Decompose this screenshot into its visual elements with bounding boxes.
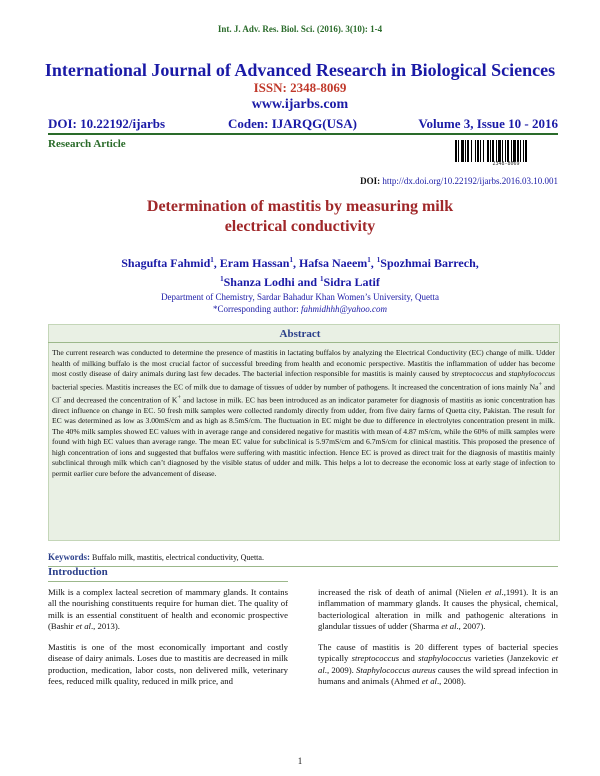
journal-website-link[interactable]: www.ijarbs.com	[251, 97, 349, 112]
author: Shagufta Fahmid$^1$,	[121, 256, 220, 270]
author: Hafsa Naeem$^1$,	[298, 256, 377, 270]
introduction-rule	[48, 581, 288, 582]
doi-label: DOI:	[360, 176, 381, 186]
barcode-number: 2348-8069	[492, 161, 520, 167]
journal-coden: Coden: IJARQG(USA)	[228, 116, 357, 131]
paper-title-line: electrical conductivity	[224, 218, 376, 235]
author: $^1$Sidra Latif	[320, 275, 380, 289]
header-rule	[48, 133, 558, 135]
keywords-text: Buffalo milk, mastitis, electrical conductivity, Quetta.	[90, 553, 264, 562]
corresponding-email[interactable]: fahmidhhh@yahoo.com	[300, 304, 388, 314]
abstract-rule	[48, 342, 558, 343]
issn: ISSN: 2348-8069	[253, 80, 347, 95]
volume-issue: Volume 3, Issue 10 - 2016	[418, 116, 558, 131]
corresponding-label: *Corresponding author:	[212, 304, 299, 314]
keywords	[48, 552, 558, 562]
paragraph: increased the risk of death of animal (Nielen et al.,1991). It is an inflammation of mammary glands. It causes the physical, chemical, bacteriological alteration in milk and pathogenic alterations in glandular tissues of udder (Sharma et al., 2007).	[318, 587, 558, 631]
journal-title: International Journal of Advanced Research in Biological Sciences	[44, 60, 556, 80]
intro-right-column	[318, 587, 558, 687]
affiliation-text: Department of Chemistry, Sardar Bahadur Khan Women’s University, Quetta	[161, 292, 439, 302]
paragraph: Milk is a complex lacteal secretion of mammary glands. It contains all the nourishing constituents require for human diet. The quality of milk is an essential constituent of health and economic prospective (Bashir et al., 2013).	[48, 587, 288, 631]
intro-left-column	[48, 587, 288, 687]
article-type: Research Article	[48, 138, 126, 150]
abstract-heading: Abstract	[279, 328, 321, 340]
corresponding-author	[0, 303, 600, 315]
author: Eram Hassan$^1$,	[219, 256, 299, 270]
barcode-image	[454, 140, 558, 162]
paper-title	[100, 197, 500, 237]
keywords-label: Keywords:	[48, 552, 90, 562]
author: $^1$Spozhmai Barrech,	[376, 256, 479, 270]
introduction-heading: Introduction	[48, 566, 108, 578]
author: $^1$Shanza Lodhi and	[220, 275, 321, 289]
journal-doi: DOI: 10.22192/ijarbs	[48, 116, 165, 131]
affiliation	[0, 291, 600, 315]
doi-link[interactable]: http://dx.doi.org/10.22192/ijarbs.2016.03.10.001	[382, 176, 558, 186]
paragraph: The cause of mastitis is 20 different types of bacterial species typically streptococcus and staphylococcus varieties (Janzekovic et al., 2009). Staphylococcus aureus causes the wild spread infection in humans and animals (Ahmed et al., 2008).	[318, 642, 558, 687]
running-head: Int. J. Adv. Res. Biol. Sci. (2016). 3(10): 1-4	[217, 24, 383, 34]
paragraph: Mastitis is one of the most economically important and costly disease of dairy animals. Loses due to mastitis are decreased in milk production, medication, labor costs, non delivered milk, veterinary fees, reduced milk quality, reduced in milk price, and	[48, 642, 288, 687]
article-doi	[280, 176, 558, 186]
author-list	[60, 252, 540, 290]
paper-title-line: Determination of mastitis by measuring milk	[146, 198, 454, 215]
abstract-text: The current research was conducted to determine the presence of mastitis in lactating buffalos by analyzing the Electrical Conductivity (EC) change of milk. Udder health of milking buffalo is the most crucial factor of successful breeding from health and economic perspective. Mastitis the inflammation of udder has become most costly disease of dairy animals during last few decades. The bacterial infection responsible for mastitis is mainly caused by streptococcus and staphylococcus bacterial species. Mastitis increases the EC of milk due to damage of tissues of udder by number of pathogens. It increased the concentration of ions mainly Na+ and Cl- and decreased the concentration of K+ and lactose in milk. EC has been introduced as an indicator parameter for diagnosis of mastitis as ionic concentration has direct influence on change in EC. 50 fresh milk samples were collected randomly directly from udder, from five dairy farms of Quetta city, Pakistan. The result for EC was determined as low as 3.00mS/cm and as high as 8.5mS/cm. The fluctuation in EC might be due to difference in electrolytes concentration present in milk. The 40% milk samples showed EC values with in average range and considered negative for mastitis with mean of 4.87 mS/cm, while the 60% of milk samples were found with high EC values than average range. The mean EC value for subclinical is 5.97mS/cm and 6.7mS/cm for clinical mastitis. This proposed the presence of high concentration of ions and suggested that buffalos were suffering with mastitic infection. Hence EC is proved as direct trait for the diagnosis of mastitis mainly subclinical through milk which can’t diagnosed by the visible status of udder and milk. This helps a lot to decrease the economic loss at early stage of infection to permit earlier cure before the advancement of disease.	[52, 348, 556, 478]
page-number: 1	[297, 756, 303, 766]
